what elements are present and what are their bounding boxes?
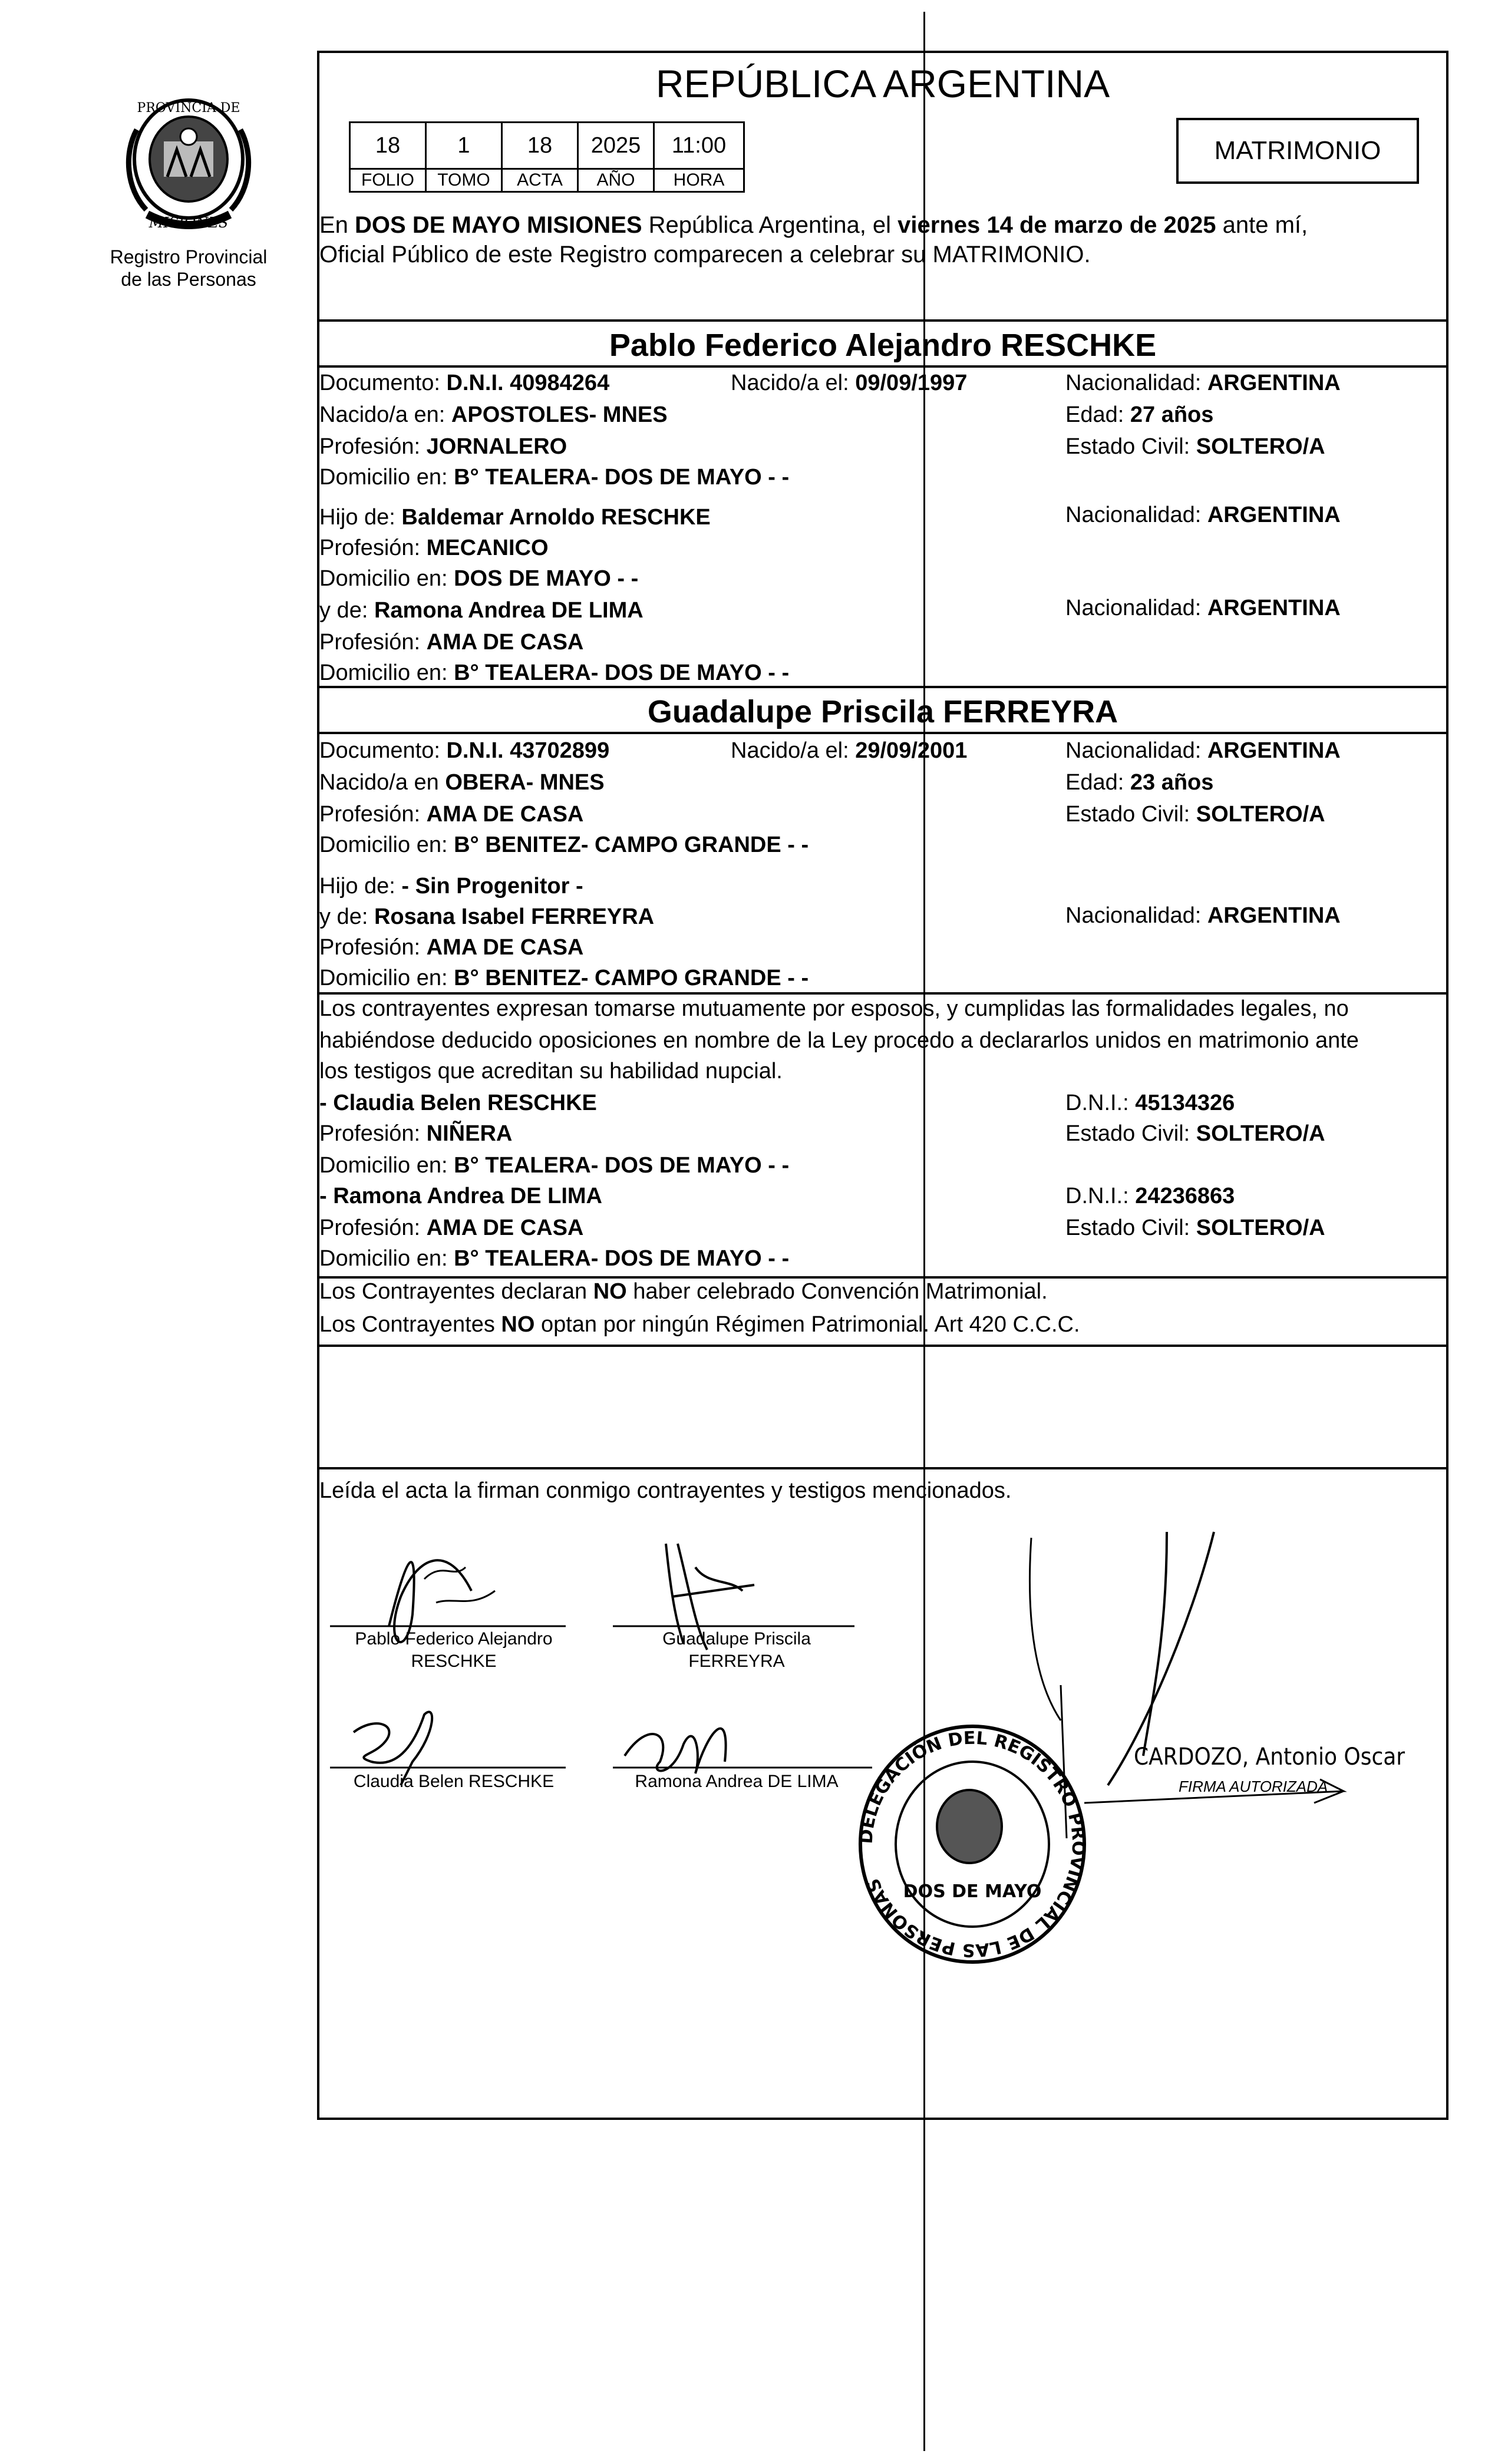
spouse1-birthdate: Nacido/a el: 09/09/1997 bbox=[731, 371, 968, 395]
spouse2-mother-profession: Profesión: AMA DE CASA bbox=[319, 935, 584, 960]
spouse1-father-domicile: Domicilio en: DOS DE MAYO - - bbox=[319, 566, 639, 591]
declaration-line-3: los testigos que acreditan su habilidad nupcial. bbox=[319, 1059, 783, 1084]
svg-text:DELEGACIÓN DEL REGISTRO PROVIN: DELEGACIÓN DEL REGISTRO PROVINCIAL DE LAS PERSONAS bbox=[856, 1728, 1089, 1961]
logo-caption: de las Personas bbox=[121, 269, 256, 290]
intro-line-1: En DOS DE MAYO MISIONES República Argentina, el viernes 14 de marzo de 2025 ante mí, bbox=[319, 212, 1308, 238]
tomo-label: TOMO bbox=[426, 169, 502, 192]
provincia-misiones-seal-icon bbox=[118, 88, 259, 247]
spouse2-nationality: Nacionalidad: ARGENTINA bbox=[1065, 738, 1341, 763]
spouse1-name: Pablo Federico Alejandro RESCHKE bbox=[609, 328, 1157, 363]
divider bbox=[317, 319, 1448, 322]
folio-label: FOLIO bbox=[350, 169, 426, 192]
witness1-dni: D.N.I.: 45134326 bbox=[1065, 1091, 1235, 1115]
spouse1-father-profession: Profesión: MECANICO bbox=[319, 536, 549, 560]
witness2-name: - Ramona Andrea DE LIMA bbox=[319, 1184, 602, 1208]
spouse2-domicile: Domicilio en: B° BENITEZ- CAMPO GRANDE - - bbox=[319, 833, 809, 857]
spouse1-age: Edad: 27 años bbox=[1065, 402, 1214, 427]
spouse2-mother-domicile: Domicilio en: B° BENITEZ- CAMPO GRANDE - - bbox=[319, 966, 809, 990]
spouse2-age: Edad: 23 años bbox=[1065, 770, 1214, 795]
witness2-dni: D.N.I.: 24236863 bbox=[1065, 1184, 1235, 1208]
spouse1-nationality: Nacionalidad: ARGENTINA bbox=[1065, 371, 1341, 395]
spouse1-domicile: Domicilio en: B° TEALERA- DOS DE MAYO - - bbox=[319, 465, 790, 490]
signature-label-contrayente-1: RESCHKE bbox=[411, 1652, 497, 1671]
declaration-line-2: habiéndose deducido oposiciones en nombre de la Ley procedo a declararlos unidos en matrimonio ante bbox=[319, 1028, 1359, 1053]
spouse2-document: Documento: D.N.I. 43702899 bbox=[319, 738, 610, 763]
spouse1-mother: y de: Ramona Andrea DE LIMA bbox=[319, 598, 644, 623]
signature-label-witness-2: Ramona Andrea DE LIMA bbox=[635, 1772, 839, 1791]
divider bbox=[317, 686, 1448, 688]
divider bbox=[317, 1467, 1448, 1469]
witness2-civil-status: Estado Civil: SOLTERO/A bbox=[1065, 1216, 1325, 1240]
intro-line-2: Oficial Público de este Registro comparecen a celebrar su MATRIMONIO. bbox=[319, 242, 1091, 267]
divider bbox=[317, 1345, 1448, 1347]
spouse1-mother-nationality: Nacionalidad: ARGENTINA bbox=[1065, 596, 1341, 620]
hora-label: HORA bbox=[654, 169, 744, 192]
spouse1-mother-domicile: Domicilio en: B° TEALERA- DOS DE MAYO - - bbox=[319, 660, 790, 685]
spouse2-profession: Profesión: AMA DE CASA bbox=[319, 802, 584, 827]
page-title: REPÚBLICA ARGENTINA bbox=[655, 62, 1110, 105]
closing-statement: Leída el acta la firman conmigo contrayentes y testigos mencionados. bbox=[319, 1478, 1012, 1503]
spouse2-civil-status: Estado Civil: SOLTERO/A bbox=[1065, 802, 1325, 827]
spouse2-birthdate: Nacido/a el: 29/09/2001 bbox=[731, 738, 968, 763]
acta-label: ACTA bbox=[502, 169, 578, 192]
witness1-profession: Profesión: NIÑERA bbox=[319, 1121, 513, 1146]
spouse2-father: Hijo de: - Sin Progenitor - bbox=[319, 874, 583, 899]
convention-line-2: Los Contrayentes NO optan por ningún Régimen Patrimonial. Art 420 C.C.C. bbox=[319, 1312, 1080, 1337]
signature-label-contrayente-1: Pablo Federico Alejandro bbox=[355, 1629, 553, 1649]
spouse1-civil-status: Estado Civil: SOLTERO/A bbox=[1065, 434, 1325, 459]
spouse1-birthplace: Nacido/a en: APOSTOLES- MNES bbox=[319, 402, 668, 427]
signature-label-contrayente-2: Guadalupe Priscila bbox=[662, 1629, 811, 1649]
declaration-line-1: Los contrayentes expresan tomarse mutuamente por esposos, y cumplidas las formalidades legales, no bbox=[319, 996, 1349, 1021]
anio-label: AÑO bbox=[578, 169, 654, 192]
spouse2-mother-nationality: Nacionalidad: ARGENTINA bbox=[1065, 903, 1341, 928]
tomo-value: 1 bbox=[426, 123, 502, 169]
spouse1-document: Documento: D.N.I. 40984264 bbox=[319, 371, 610, 395]
spouse2-birthplace: Nacido/a en OBERA- MNES bbox=[319, 770, 605, 795]
svg-text:PROVINCIA DE: PROVINCIA DE bbox=[137, 101, 240, 115]
registry-stamp-icon bbox=[854, 1720, 1090, 1968]
officer-role-stamp: FIRMA AUTORIZADA bbox=[1179, 1778, 1328, 1795]
witness2-profession: Profesión: AMA DE CASA bbox=[319, 1216, 584, 1240]
witness2-domicile: Domicilio en: B° TEALERA- DOS DE MAYO - - bbox=[319, 1246, 790, 1271]
spouse1-father-nationality: Nacionalidad: ARGENTINA bbox=[1065, 503, 1341, 527]
folio-value: 18 bbox=[350, 123, 426, 169]
convention-line-1: Los Contrayentes declaran NO haber celebrado Convención Matrimonial. bbox=[319, 1279, 1048, 1304]
svg-text:MISIONES: MISIONES bbox=[149, 214, 229, 231]
spouse1-mother-profession: Profesión: AMA DE CASA bbox=[319, 630, 584, 655]
signature-label-witness-1: Claudia Belen RESCHKE bbox=[353, 1772, 555, 1791]
witness1-name: - Claudia Belen RESCHKE bbox=[319, 1091, 597, 1115]
officer-name-stamp: CARDOZO, Antonio Oscar bbox=[1134, 1743, 1405, 1771]
divider bbox=[317, 992, 1448, 995]
witness1-domicile: Domicilio en: B° TEALERA- DOS DE MAYO - - bbox=[319, 1153, 790, 1178]
logo-caption: Registro Provincial bbox=[110, 246, 268, 267]
spouse1-profession: Profesión: JORNALERO bbox=[319, 434, 567, 459]
divider bbox=[317, 365, 1448, 368]
hora-value: 11:00 bbox=[654, 123, 744, 169]
witness1-civil-status: Estado Civil: SOLTERO/A bbox=[1065, 1121, 1325, 1146]
anio-value: 2025 bbox=[578, 123, 654, 169]
divider bbox=[317, 732, 1448, 734]
svg-text:DOS DE MAYO: DOS DE MAYO bbox=[903, 1881, 1042, 1902]
acta-value: 18 bbox=[502, 123, 578, 169]
spouse2-mother: y de: Rosana Isabel FERREYRA bbox=[319, 904, 655, 929]
spouse1-father: Hijo de: Baldemar Arnoldo RESCHKE bbox=[319, 505, 711, 530]
signature-label-contrayente-2: FERREYRA bbox=[688, 1652, 785, 1671]
spouse2-name: Guadalupe Priscila FERREYRA bbox=[647, 694, 1118, 729]
act-type-box: MATRIMONIO bbox=[1176, 118, 1419, 184]
registry-table bbox=[349, 121, 745, 193]
